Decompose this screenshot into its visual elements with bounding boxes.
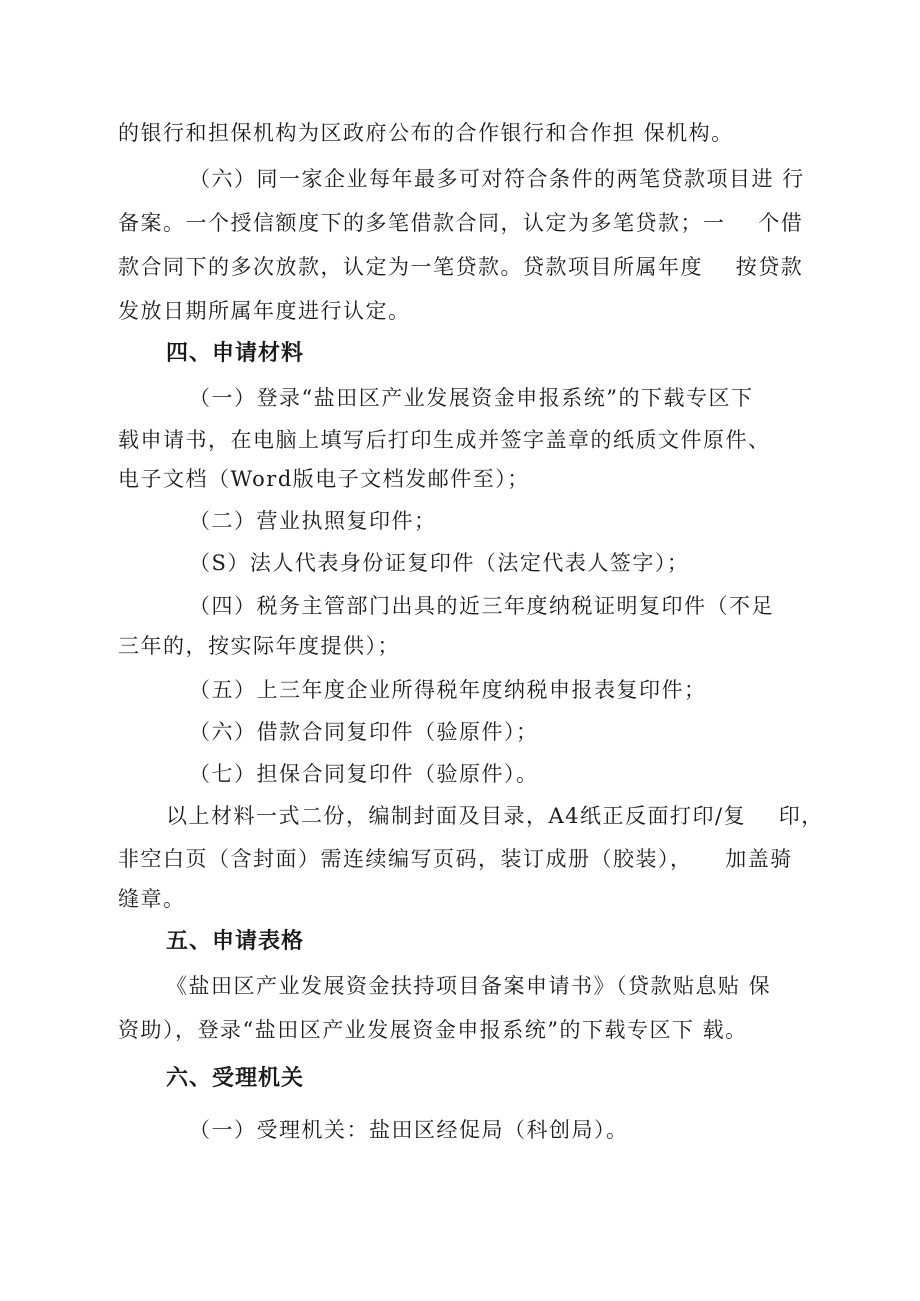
list-item-line: （四）税务主管部门出具的近三年度纳税证明复印件（不足 — [189, 594, 774, 618]
section-heading-materials: 四、申请材料 — [166, 341, 305, 366]
section-heading-forms: 五、申请表格 — [166, 929, 305, 954]
paragraph-line: （六）同一家企业每年最多可对符合条件的两笔贷款项目进 行 — [189, 167, 805, 191]
list-item-line: （七）担保合同复印件（验原件）。 — [189, 762, 539, 786]
list-item-line: 电子文档（Word版电子文档发邮件至）； — [118, 467, 530, 491]
list-item-line: 载申请书，在电脑上填写后打印生成并签字盖章的纸质文件原件、 — [118, 428, 771, 452]
paragraph-line: 《盐田区产业发展资金扶持项目备案申请书》（贷款贴息贴 保 — [166, 974, 772, 998]
list-item-line: （S）法人代表身份证复印件（法定代表人签字）； — [189, 551, 690, 575]
paragraph-line: 以上材料一式二份，编制封面及目录，A4纸正反面打印/复 印， — [166, 804, 824, 828]
paragraph-line: 发放日期所属年度进行认定。 — [118, 299, 411, 323]
paragraph-line: 备案。一个授信额度下的多笔借款合同，认定为多笔贷款；一 个借 — [118, 211, 804, 235]
section-heading-authority: 六、受理机关 — [166, 1066, 305, 1091]
paragraph-line: 款合同下的多次放款，认定为一笔贷款。贷款项目所属年度 按贷款 — [118, 255, 804, 279]
paragraph-line: 的银行和担保机构为区政府公布的合作银行和合作担 保机构。 — [118, 121, 734, 145]
list-item-line: （一）登录“盐田区产业发展资金申报系统”的下载专区下 — [189, 386, 754, 410]
list-item-line: （五）上三年度企业所得税年度纳税申报表复印件； — [189, 678, 707, 702]
paragraph-line: 缝章。 — [118, 887, 186, 911]
list-item-line: （二）营业执照复印件； — [189, 509, 437, 533]
list-item-line: 三年的，按实际年度提供）； — [118, 634, 400, 658]
list-item-line: （六）借款合同复印件（验原件）； — [189, 720, 539, 744]
paragraph-line: 非空白页（含封面）需连续编写页码，装订成册（胶装）， 加盖骑 — [118, 847, 793, 871]
paragraph-line: 资助），登录“盐田区产业发展资金申报系统”的下载专区下 载。 — [118, 1018, 748, 1042]
list-item-line: （一）受理机关：盐田区经促局（科创局）。 — [189, 1118, 629, 1142]
